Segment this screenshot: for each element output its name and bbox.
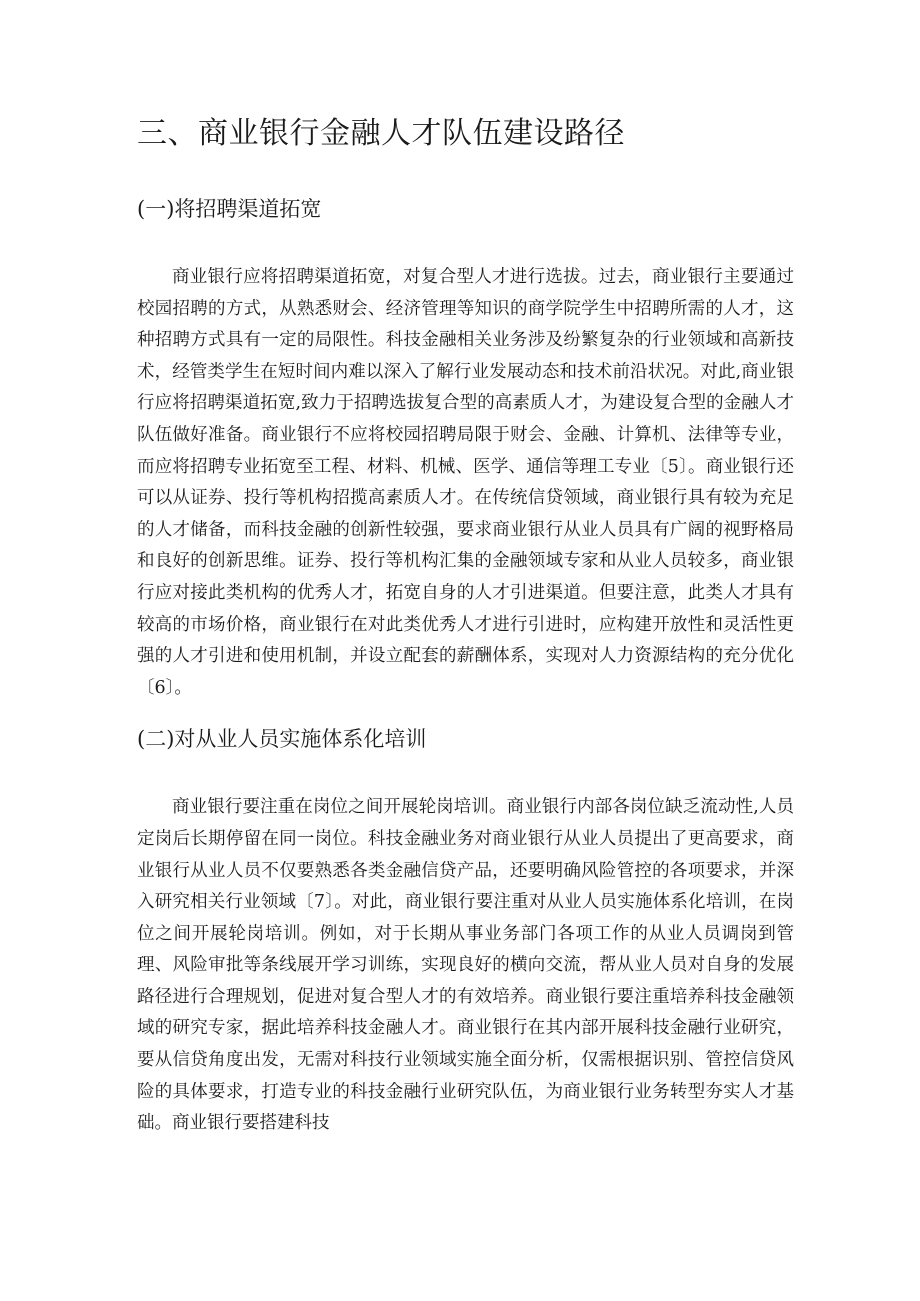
subsection-heading-training: (二)对从业人员实施体系化培训 [137, 727, 427, 752]
section-title: 三、商业银行金融人才队伍建设路径 [137, 116, 625, 151]
paragraph-training: 商业银行要注重在岗位之间开展轮岗培训。商业银行内部各岗位缺乏流动性,人员定岗后长期停留在同一岗位。科技金融业务对商业银行从业人员提出了更高要求，商业银行从业人员不仅要熟悉各类金融信贷产品，还要明确风险管控的各项要求，并深入研究相关行业领域〔7〕。对此，商业银行要注重对从业人员实施体系化培训，在岗位之间开展轮岗培训。例如，对于长期从事业务部门各项工作的从业人员调岗到管理、风险审批等条线展开学习训练，实现良好的横向交流，帮从业人员对自身的发展路径进行合理规划，促进对复合型人才的有效培养。商业银行要注重培养科技金融领域的研究专家，据此培养科技金融人才。商业银行在其内部开展科技金融行业研究，要从信贷角度出发，无需对科技行业领域实施全面分析，仅需根据识别、管控信贷风险的具体要求，打造专业的科技金融行业研究队伍，为商业银行业务转型夯实人才基础。商业银行要搭建科技 [137, 797, 794, 1134]
subsection-heading-recruitment: (一)将招聘渠道拓宽 [137, 197, 322, 221]
paragraph-recruitment: 商业银行应将招聘渠道拓宽，对复合型人才进行选拔。过去，商业银行主要通过校园招聘的方式，从熟悉财会、经济管理等知识的商学院学生中招聘所需的人才，这种招聘方式具有一定的局限性。科技金融相关业务涉及纷繁复杂的行业领域和高新技术，经管类学生在短时间内难以深入了解行业发展动态和技术前沿状况。对此,商业银行应将招聘渠道拓宽,致力于招聘选拔复合型的高素质人才，为建设复合型的金融人才队伍做好准备。商业银行不应将校园招聘局限于财会、金融、计算机、法律等专业，而应将招聘专业拓宽至工程、材料、机械、医学、通信等理工专业〔5〕。商业银行还可以从证券、投行等机构招揽高素质人才。在传统信贷领域，商业银行具有较为充足的人才储备，而科技金融的创新性较强，要求商业银行从业人员具有广阔的视野格局和良好的创新思维。证券、投行等机构汇集的金融领域专家和从业人员较多，商业银行应对接此类机构的优秀人才，拓宽自身的人才引进渠道。但要注意，此类人才具有较高的市场价格，商业银行在对此类优秀人才进行引进时，应构建开放性和灵活性更强的人才引进和使用机制，并设立配套的薪酬体系，实现对人力资源结构的充分优化〔6〕。 [137, 267, 794, 698]
